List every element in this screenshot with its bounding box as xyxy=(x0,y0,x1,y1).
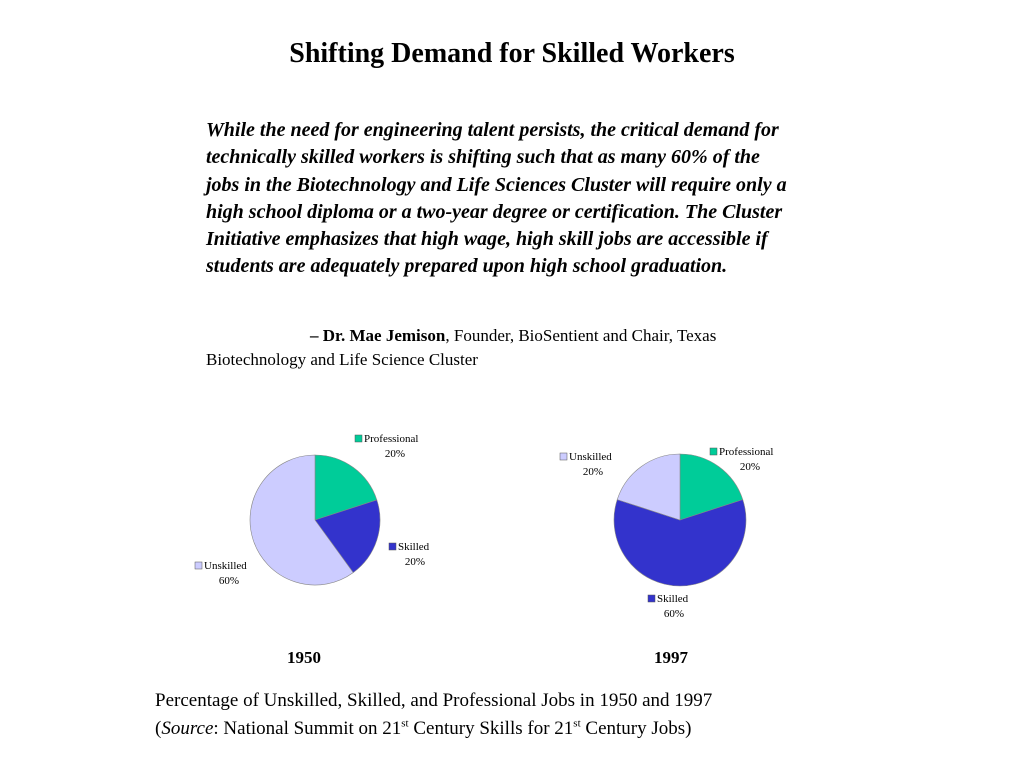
legend-swatch-skilled xyxy=(648,595,655,602)
legend-swatch-unskilled xyxy=(560,453,567,460)
slice-label-professional: Professional xyxy=(719,446,774,458)
caption-sup-1: st xyxy=(401,717,409,730)
slice-label-professional: Professional xyxy=(364,433,419,445)
chart-1950-title: 1950 xyxy=(287,648,321,667)
slice-value-skilled: 20% xyxy=(404,556,426,568)
legend-swatch-skilled xyxy=(389,543,396,550)
slice-value-unskilled: 20% xyxy=(582,466,604,478)
legend-swatch-unskilled xyxy=(195,562,202,569)
caption-part-3: Century Jobs) xyxy=(580,718,692,739)
slice-value-professional: 20% xyxy=(384,448,406,460)
caption-source-label: Source xyxy=(161,718,214,739)
slice-label-unskilled: Unskilled xyxy=(569,451,612,463)
chart-1997-title: 1997 xyxy=(654,648,688,667)
page-title: Shifting Demand for Skilled Workers xyxy=(289,38,735,69)
slice-value-unskilled: 60% xyxy=(218,575,240,587)
caption-part-2: Century Skills for 21 xyxy=(408,718,574,739)
legend-swatch-professional xyxy=(710,448,717,455)
quote-text: While the need for engineering talent persists, the critical demand for technically skilled workers is shifting such that as many 60% of the jobs in the Biotechnology and Life Sciences Cluster will require only a high school diploma or a two-year degree or certification. The Cluster Initiative emphasizes that high wage, high skill jobs are accessible if students are adequately prepared upon high school graduation. xyxy=(206,119,787,278)
attribution-name: – Dr. Mae Jemison xyxy=(310,326,446,345)
slice-value-skilled: 60% xyxy=(663,608,685,620)
figure-caption xyxy=(155,687,915,743)
caption-open-paren: ( xyxy=(155,718,162,739)
legend-swatch-professional xyxy=(355,435,362,442)
caption-sup-2: st xyxy=(573,717,581,730)
slice-label-skilled: Skilled xyxy=(398,541,430,553)
slice-value-professional: 20% xyxy=(739,461,761,473)
slice-label-skilled: Skilled xyxy=(657,593,689,605)
caption-line-1: Percentage of Unskilled, Skilled, and Professional Jobs in 1950 and 1997 xyxy=(155,690,713,711)
caption-part-1: : National Summit on 21 xyxy=(213,718,402,739)
pie-chart-1950 xyxy=(195,433,430,587)
slice-label-unskilled: Unskilled xyxy=(204,560,247,572)
pie-chart-1997 xyxy=(560,446,773,620)
attribution-details: , Founder, BioSentient and Chair, Texas Biotechnology and Life Science Cluster xyxy=(206,326,717,369)
